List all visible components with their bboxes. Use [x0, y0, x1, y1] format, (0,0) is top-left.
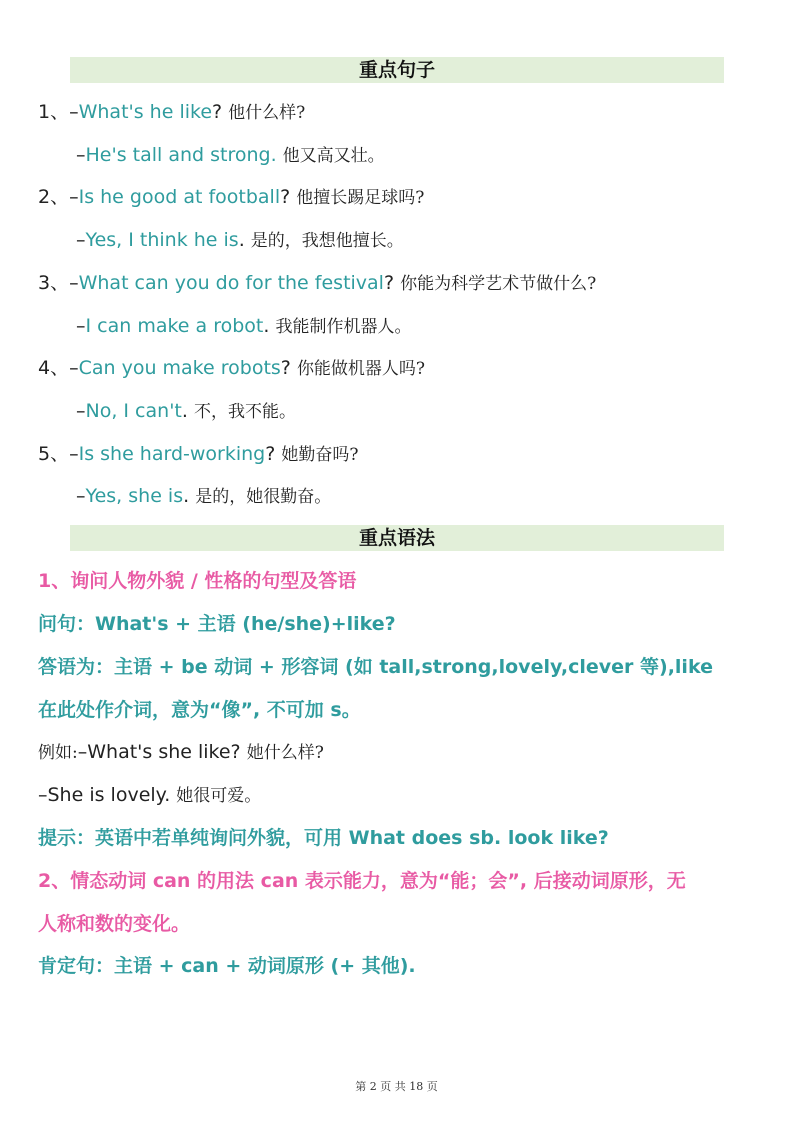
sentence-1-answer: [76, 142, 385, 169]
question-punct: ?: [265, 443, 276, 465]
dash: –: [69, 186, 79, 208]
sentence-number: 1、: [38, 101, 70, 123]
grammar-1-example-reply: [38, 782, 261, 809]
answer-zh: 不，我不能。: [193, 402, 296, 422]
reply-en: –She is lovely.: [38, 784, 171, 806]
answer-zh: 是的，我想他擅长。: [250, 231, 404, 251]
dash: –: [76, 315, 86, 337]
question-en: Is he good at football: [78, 186, 281, 208]
question-en: Is she hard-working: [78, 443, 266, 465]
sentence-2-answer: [76, 227, 404, 254]
grammar-1-answer-pattern-line1: 答语为：主语 + be 动词 + 形容词 (如 tall,strong,lovely,clever 等),like: [38, 656, 713, 678]
section-title-key-grammar: 重点语法: [70, 525, 724, 551]
grammar-1-question-pattern: 问句：What's + 主语 (he/she)+like?: [38, 613, 396, 635]
dash: –: [76, 400, 86, 422]
question-en: What can you do for the festival: [78, 272, 384, 294]
dash: –: [76, 485, 86, 507]
answer-en: Yes, she is: [85, 485, 184, 507]
answer-punct: .: [263, 315, 270, 337]
grammar-2-positive-pattern: 肯定句：主语 + can + 动词原形 (+ 其他).: [38, 955, 416, 977]
answer-punct: .: [183, 485, 190, 507]
reply-zh: 她很可爱。: [176, 786, 262, 806]
sentence-4-question: [38, 355, 425, 382]
page-number-footer: 第 2 页 共 18 页: [355, 1080, 438, 1093]
question-zh: 他擅长踢足球吗?: [296, 188, 425, 208]
sentence-4-answer: [76, 398, 296, 425]
answer-zh: 我能制作机器人。: [275, 317, 412, 337]
example-label: 例如:: [38, 743, 78, 763]
answer-en: No, I can't: [85, 400, 182, 422]
question-punct: ?: [280, 186, 291, 208]
sentence-number: 3、: [38, 272, 70, 294]
sentence-number: 5、: [38, 443, 70, 465]
dash: –: [69, 101, 79, 123]
sentence-number: 2、: [38, 186, 70, 208]
grammar-1-tip: 提示：英语中若单纯询问外貌，可用 What does sb. look like?: [38, 827, 609, 849]
sentence-1-question: [38, 99, 305, 126]
answer-en: Yes, I think he is: [85, 229, 239, 251]
question-zh: 你能为科学艺术节做什么?: [400, 274, 597, 294]
question-punct: ?: [280, 357, 291, 379]
grammar-2-heading-line2: 人称和数的变化。: [38, 913, 191, 935]
dash: –: [76, 144, 86, 166]
dash: –: [69, 272, 79, 294]
sentence-number: 4、: [38, 357, 70, 379]
sentence-5-question: [38, 441, 359, 468]
question-en: Can you make robots: [78, 357, 281, 379]
dash: –: [69, 443, 79, 465]
example-zh: 她什么样?: [246, 743, 324, 763]
grammar-1-heading: 1、询问人物外貌 / 性格的句型及答语: [38, 570, 357, 592]
section-title-key-sentences: 重点句子: [70, 57, 724, 83]
example-en: –What's she like?: [77, 741, 241, 763]
sentence-5-answer: [76, 483, 331, 510]
answer-en: I can make a robot: [85, 315, 264, 337]
question-zh: 你能做机器人吗?: [296, 359, 426, 379]
answer-zh: 是的，她很勤奋。: [195, 487, 332, 507]
question-zh: 她勤奋吗?: [281, 445, 359, 465]
sentence-3-question: [38, 270, 596, 297]
answer-zh: 他又高又壮。: [282, 146, 385, 166]
answer-punct: .: [238, 229, 245, 251]
answer-en: He's tall and strong.: [85, 144, 277, 166]
grammar-2-heading-line1: 2、情态动词 can 的用法 can 表示能力，意为“能；会”, 后接动词原形，无: [38, 870, 686, 892]
question-punct: ?: [383, 272, 395, 294]
dash: –: [76, 229, 86, 251]
answer-punct: .: [181, 400, 188, 422]
question-zh: 他什么样?: [228, 103, 306, 123]
grammar-1-example: [38, 739, 324, 766]
sentence-3-answer: [76, 313, 411, 340]
question-en: What's he like: [78, 101, 213, 123]
grammar-1-answer-pattern-line2: 在此处作介词，意为“像”, 不可加 s。: [38, 699, 361, 721]
question-punct: ?: [212, 101, 223, 123]
dash: –: [69, 357, 79, 379]
sentence-2-question: [38, 184, 424, 211]
